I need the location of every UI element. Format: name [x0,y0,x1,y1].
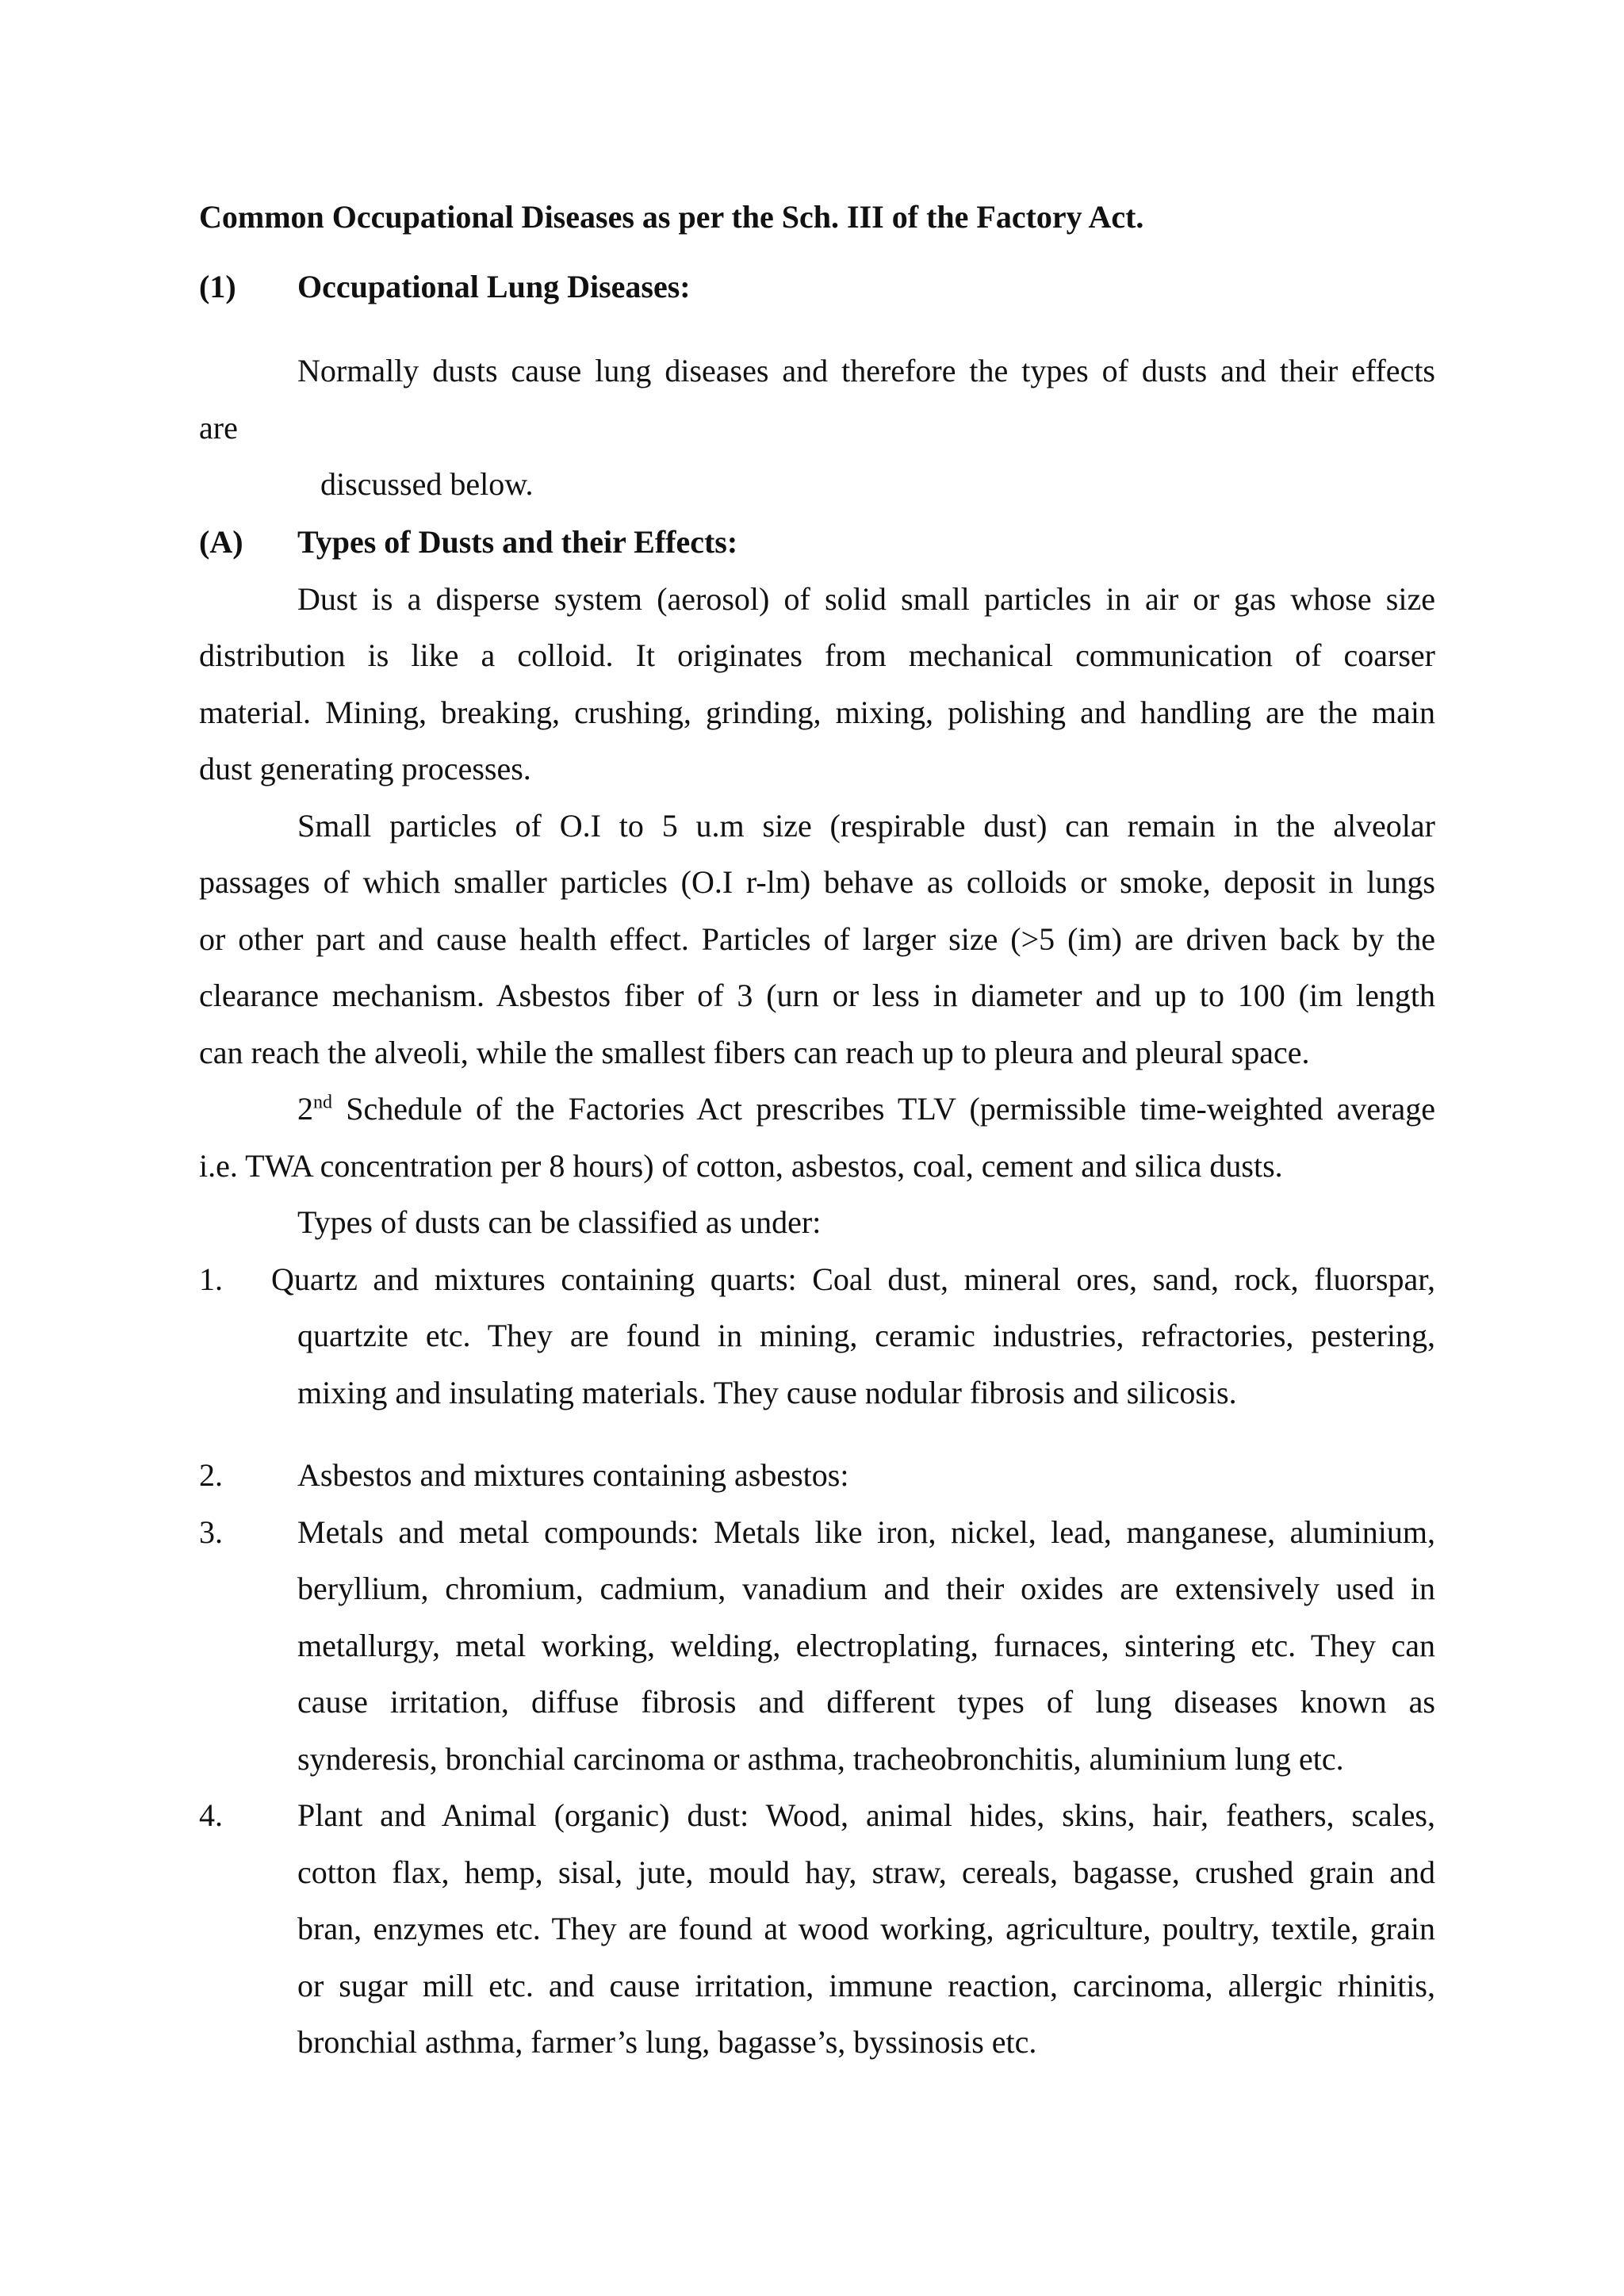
list-item-3-line-1: Metals and metal compounds: Metals like iron, nickel, lead, manganese, aluminium, [297,1514,1435,1550]
list-item-2-line-1: Asbestos and mixtures containing asbestos: [297,1457,849,1493]
section-1-heading: Occupational Lung Diseases: [297,269,691,304]
list-item-3-line-5: synderesis, bronchial carcinoma or asthma, tracheobronchitis, aluminium lung etc. [297,1741,1344,1777]
section-1-number: (1) [199,269,236,304]
para1-line-2: distribution is like a colloid. It originates from mechanical communication of coarser [199,637,1435,673]
list-item-1-line-1: Quartz and mixtures containing quarts: Coal dust, mineral ores, sand, rock, fluorspar, [271,1261,1435,1297]
intro-line-3: discussed below. [320,466,534,502]
list-item-4-number: 4. [199,1797,223,1833]
list-item-1-line-3: mixing and insulating materials. They cause nodular fibrosis and silicosis. [297,1375,1237,1410]
para2-line-4: clearance mechanism. Asbestos fiber of 3 (urn or less in diameter and up to 100 (im length [199,978,1435,1013]
section-a-heading: Types of Dusts and their Effects: [297,524,738,560]
para2-line-1: Small particles of O.I to 5 u.m size (respirable dust) can remain in the alveolar [297,808,1435,844]
schedule-ordinal: 2 [297,1091,313,1127]
para3-line-1 [297,1090,1435,1128]
list-item-3-number: 3. [199,1514,223,1550]
intro-line-2: are [199,410,238,446]
para1-line-4: dust generating processes. [199,751,531,786]
para2-line-2: passages of which smaller particles (O.I r-lm) behave as colloids or smoke, deposit in lungs [199,864,1435,900]
list-item-3-line-3: metallurgy, metal working, welding, electroplating, furnaces, sintering etc. They can [297,1628,1435,1663]
schedule-ordinal-suffix: nd [313,1092,332,1113]
para4-line: Types of dusts can be classified as under: [297,1204,822,1240]
para2-line-3: or other part and cause health effect. Particles of larger size (>5 (im) are driven back by the [199,921,1435,957]
list-item-1-number: 1. [199,1261,223,1297]
list-item-4-line-2: cotton flax, hemp, sisal, jute, mould hay, straw, cereals, bagasse, crushed grain and [297,1854,1435,1890]
list-item-4-line-5: bronchial asthma, farmer’s lung, bagasse’s, byssinosis etc. [297,2024,1037,2060]
para1-line-3: material. Mining, breaking, crushing, grinding, mixing, polishing and handling are the main [199,695,1435,730]
list-item-4-line-1: Plant and Animal (organic) dust: Wood, animal hides, skins, hair, feathers, scales, [297,1797,1435,1833]
list-item-1-line-2: quartzite etc. They are found in mining, ceramic industries, refractories, pestering, [297,1318,1435,1353]
intro-line-1: Normally dusts cause lung diseases and therefore the types of dusts and their effects [297,353,1435,388]
para3-line-1-text: Schedule of the Factories Act prescribes TLV (permissible time-weighted average [332,1091,1435,1127]
list-item-4-line-4: or sugar mill etc. and cause irritation, immune reaction, carcinoma, allergic rhinitis, [297,1968,1435,2003]
list-item-3-line-4: cause irritation, diffuse fibrosis and different types of lung diseases known as [297,1684,1435,1720]
section-a-number: (A) [199,524,243,560]
list-item-4-line-3: bran, enzymes etc. They are found at wood working, agriculture, poultry, textile, grain [297,1911,1435,1946]
para3-line-2: i.e. TWA concentration per 8 hours) of cotton, asbestos, coal, cement and silica dusts. [199,1148,1283,1184]
list-item-2-number: 2. [199,1457,223,1493]
para1-line-1: Dust is a disperse system (aerosol) of solid small particles in air or gas whose size [297,581,1435,617]
para2-line-5: can reach the alveoli, while the smallest fibers can reach up to pleura and pleural space. [199,1035,1310,1070]
list-item-3-line-2: beryllium, chromium, cadmium, vanadium and their oxides are extensively used in [297,1571,1435,1606]
page-title: Common Occupational Diseases as per the Sch. III of the Factory Act. [199,199,1144,235]
